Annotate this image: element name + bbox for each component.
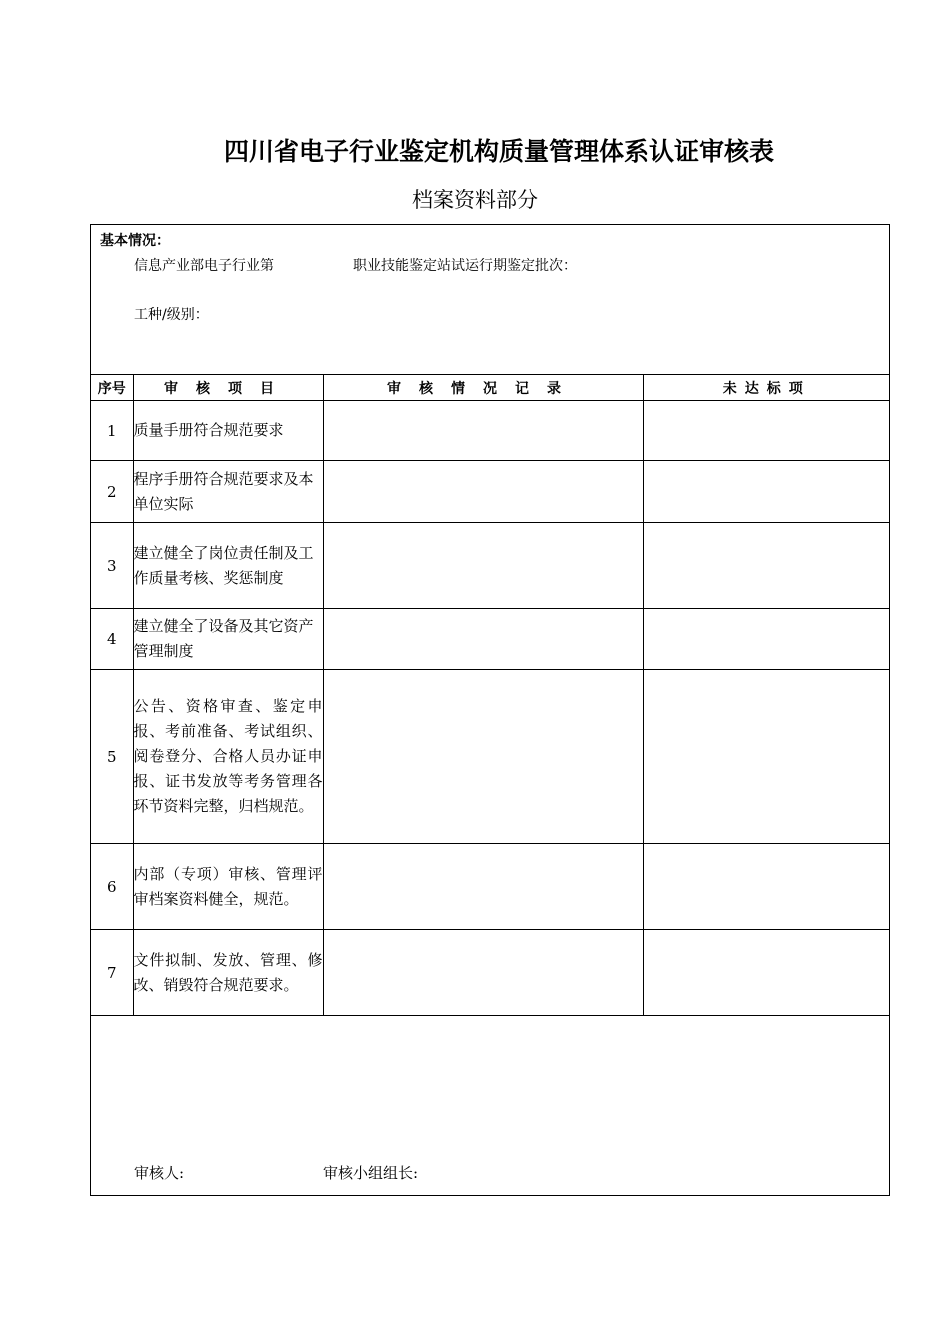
row-unmet-cell[interactable] [643,844,890,930]
table-row [91,844,890,930]
table-row [91,461,890,523]
table-row [91,670,890,844]
signature-section [91,1014,889,1195]
basic-info-section [91,225,889,375]
basic-info-batch-label: 职业技能鉴定站试运行期鉴定批次： [353,258,577,274]
row-audit-item: 内部（专项）审核、管理评审档案资料健全，规范。 [133,844,323,930]
header-seq: 序号 [91,375,133,401]
header-audit-item: 审核项目 [133,375,323,401]
row-unmet-cell[interactable] [643,523,890,609]
row-record-cell[interactable] [323,609,643,670]
row-record-cell[interactable] [323,461,643,523]
row-unmet-cell[interactable] [643,670,890,844]
row-seq: 5 [91,670,133,844]
row-audit-item: 公告、资格审查、鉴定申报、考前准备、考试组织、阅卷登分、合格人员办证申报、证书发放等考务管理各环节资料完整，归档规范。 [133,670,323,844]
row-seq: 7 [91,930,133,1016]
document-title: 四川省电子行业鉴定机构质量管理体系认证审核表 [223,137,774,166]
audit-table-header-row [91,375,890,401]
table-row [91,609,890,670]
table-row [91,401,890,461]
row-audit-item: 建立健全了设备及其它资产管理制度 [133,609,323,670]
basic-info-station-label: 信息产业部电子行业第 [134,258,274,274]
basic-info-trade-level-label: 工种/级别： [134,307,209,323]
row-audit-item: 质量手册符合规范要求 [133,401,323,461]
row-audit-item: 文件拟制、发放、管理、修改、销毁符合规范要求。 [133,930,323,1016]
row-record-cell[interactable] [323,844,643,930]
table-row [91,930,890,1016]
row-record-cell[interactable] [323,523,643,609]
row-unmet-cell[interactable] [643,461,890,523]
audit-table [91,375,890,1016]
table-row [91,523,890,609]
row-seq: 2 [91,461,133,523]
reviewer-label: 审核人: [134,1164,185,1182]
row-record-cell[interactable] [323,670,643,844]
row-seq: 3 [91,523,133,609]
row-seq: 6 [91,844,133,930]
row-unmet-cell[interactable] [643,930,890,1016]
row-audit-item: 建立健全了岗位责任制及工作质量考核、奖惩制度 [133,523,323,609]
document-subtitle: 档案资料部分 [412,188,538,212]
row-seq: 1 [91,401,133,461]
audit-form-frame [90,224,890,1196]
header-unmet-items: 未达标项 [643,375,890,401]
row-unmet-cell[interactable] [643,401,890,461]
row-audit-item: 程序手册符合规范要求及本单位实际 [133,461,323,523]
header-audit-record: 审核情况记录 [323,375,643,401]
basic-info-heading: 基本情况： [100,233,170,249]
row-unmet-cell[interactable] [643,609,890,670]
row-record-cell[interactable] [323,401,643,461]
group-leader-label: 审核小组组长: [323,1164,419,1182]
row-record-cell[interactable] [323,930,643,1016]
row-seq: 4 [91,609,133,670]
